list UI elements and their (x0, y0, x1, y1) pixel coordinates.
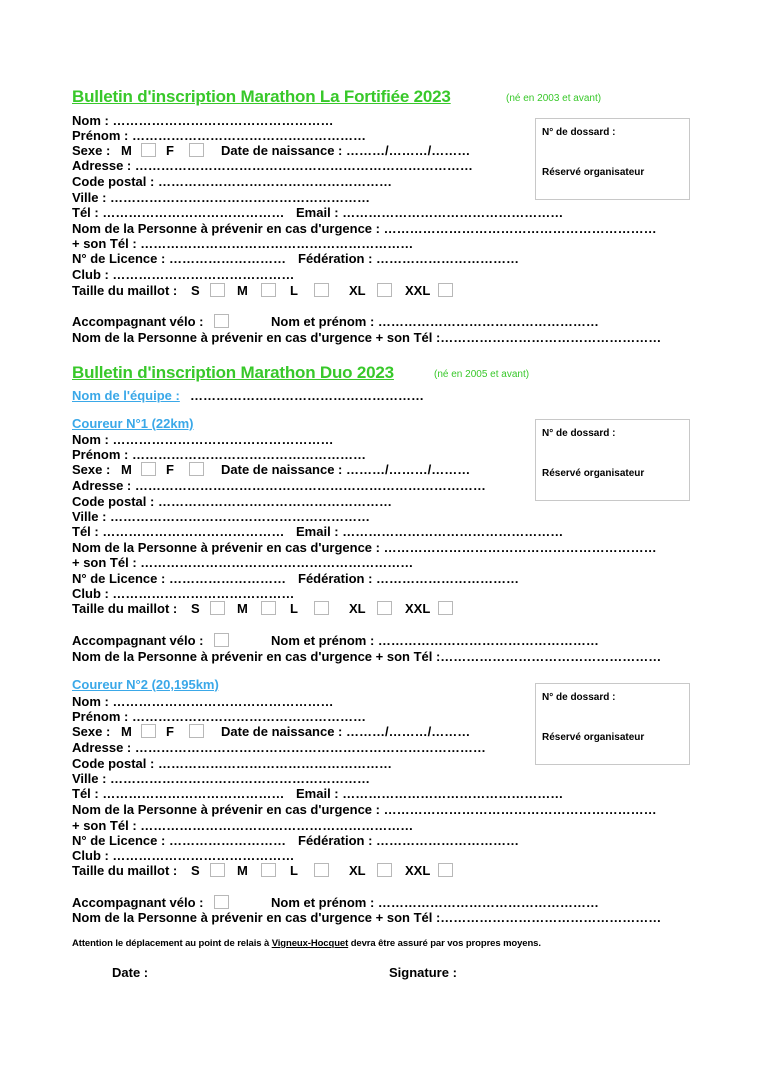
nom-field[interactable]: Nom : …………………………………………… (72, 432, 334, 447)
adresse-field[interactable]: Adresse : ……………………………………………………………………… (72, 478, 486, 493)
size-m-label: M (237, 283, 248, 298)
code-postal-field[interactable]: Code postal : ……………………………………………… (72, 494, 392, 509)
dossard-label: N° de dossard : (542, 692, 616, 703)
size-s-label: S (191, 863, 200, 878)
sexe-m-checkbox[interactable] (141, 143, 156, 157)
velo-nom-prenom-field[interactable]: Nom et prénom : …………………………………………… (271, 633, 599, 648)
equipe-field[interactable]: ……………………………………………… (190, 388, 424, 403)
dossard-box-1 (535, 118, 690, 200)
size-m-checkbox[interactable] (261, 601, 276, 615)
email-field[interactable]: Email : …………………………………………… (296, 205, 564, 220)
tel-field[interactable]: Tél : …………………………………… (72, 205, 285, 220)
size-xxl-label: XXL (405, 863, 431, 878)
nom-field[interactable]: Nom : …………………………………………… (72, 113, 334, 128)
son-tel-field[interactable]: + son Tél : ……………………………………………………… (72, 555, 414, 570)
velo-label: Accompagnant vélo : (72, 314, 204, 329)
size-s-checkbox[interactable] (210, 283, 225, 297)
ville-field[interactable]: Ville : …………………………………………………… (72, 190, 371, 205)
licence-field[interactable]: N° de Licence : ……………………… (72, 571, 286, 586)
size-l-label: L (290, 283, 298, 298)
size-s-checkbox[interactable] (210, 601, 225, 615)
maillot-label: Taille du maillot : (72, 863, 178, 878)
velo-nom-prenom-field[interactable]: Nom et prénom : …………………………………………… (271, 314, 599, 329)
sexe-f-checkbox[interactable] (189, 462, 204, 476)
sexe-f-checkbox[interactable] (189, 143, 204, 157)
velo-label: Accompagnant vélo : (72, 633, 204, 648)
sexe-m-checkbox[interactable] (141, 724, 156, 738)
section2-title: Bulletin d'inscription Marathon Duo 2023 (72, 363, 394, 382)
adresse-field[interactable]: Adresse : …………………………………………………………………… (72, 158, 473, 173)
date-label: Date : (112, 965, 149, 980)
club-field[interactable]: Club : …………………………………… (72, 848, 295, 863)
dossard-label: N° de dossard : (542, 428, 616, 439)
size-s-label: S (191, 283, 200, 298)
son-tel-field[interactable]: + son Tél : ……………………………………………………… (72, 818, 414, 833)
size-xxl-checkbox[interactable] (438, 863, 453, 877)
naissance-field[interactable]: Date de naissance : ………/………/……… (221, 143, 471, 158)
sexe-label: Sexe : (72, 462, 111, 477)
signature-label: Signature : (389, 965, 457, 980)
size-xxl-checkbox[interactable] (438, 283, 453, 297)
section1-note: (né en 2003 et avant) (506, 93, 602, 104)
size-s-checkbox[interactable] (210, 863, 225, 877)
size-xl-label: XL (349, 863, 366, 878)
velo-checkbox[interactable] (214, 895, 229, 909)
sexe-f-label: F (166, 724, 174, 739)
size-xxl-checkbox[interactable] (438, 601, 453, 615)
licence-field[interactable]: N° de Licence : ……………………… (72, 833, 286, 848)
dossard-box-2 (535, 419, 690, 501)
code-postal-field[interactable]: Code postal : ……………………………………………… (72, 756, 392, 771)
sexe-f-checkbox[interactable] (189, 724, 204, 738)
attention-note (72, 938, 541, 949)
urgence-field[interactable]: Nom de la Personne à prévenir en cas d'urgence : ……………………………………………………… (72, 540, 657, 555)
urgence-field[interactable]: Nom de la Personne à prévenir en cas d'urgence : ……………………………………………………… (72, 802, 657, 817)
size-l-checkbox[interactable] (314, 283, 329, 297)
size-xxl-label: XXL (405, 601, 431, 616)
size-s-label: S (191, 601, 200, 616)
velo-label: Accompagnant vélo : (72, 895, 204, 910)
sexe-label: Sexe : (72, 724, 111, 739)
tel-field[interactable]: Tél : …………………………………… (72, 524, 285, 539)
sexe-m-checkbox[interactable] (141, 462, 156, 476)
size-l-label: L (290, 601, 298, 616)
size-xl-label: XL (349, 601, 366, 616)
email-field[interactable]: Email : …………………………………………… (296, 524, 564, 539)
adresse-field[interactable]: Adresse : ……………………………………………………………………… (72, 740, 486, 755)
sexe-label: Sexe : (72, 143, 111, 158)
maillot-label: Taille du maillot : (72, 601, 178, 616)
federation-field[interactable]: Fédération : …………………………… (298, 251, 520, 266)
sexe-m-label: M (121, 462, 132, 477)
coureur2-title: Coureur N°2 (20,195km) (72, 677, 219, 692)
velo-urgence-field[interactable]: Nom de la Personne à prévenir en cas d'urgence + son Tél :…………………………………………… (72, 910, 662, 925)
size-m-label: M (237, 863, 248, 878)
size-l-checkbox[interactable] (314, 601, 329, 615)
size-l-checkbox[interactable] (314, 863, 329, 877)
size-xl-checkbox[interactable] (377, 601, 392, 615)
licence-field[interactable]: N° de Licence : ……………………… (72, 251, 286, 266)
attention-pre: Attention le déplacement au point de relais à (72, 938, 272, 949)
dossard-box-3 (535, 683, 690, 765)
size-m-checkbox[interactable] (261, 863, 276, 877)
sexe-m-label: M (121, 143, 132, 158)
code-postal-field[interactable]: Code postal : ……………………………………………… (72, 174, 392, 189)
ville-field[interactable]: Ville : …………………………………………………… (72, 509, 371, 524)
size-xl-checkbox[interactable] (377, 863, 392, 877)
urgence-field[interactable]: Nom de la Personne à prévenir en cas d'urgence : ……………………………………………………… (72, 221, 657, 236)
size-m-label: M (237, 601, 248, 616)
ville-field[interactable]: Ville : …………………………………………………… (72, 771, 371, 786)
son-tel-field[interactable]: + son Tél : ……………………………………………………… (72, 236, 414, 251)
velo-urgence-field[interactable]: Nom de la Personne à prévenir en cas d'urgence + son Tél :…………………………………………… (72, 649, 662, 664)
section2-note: (né en 2005 et avant) (434, 369, 530, 380)
velo-checkbox[interactable] (214, 633, 229, 647)
attention-place: Vigneux-Hocquet (271, 938, 349, 949)
club-field[interactable]: Club : …………………………………… (72, 586, 295, 601)
email-field[interactable]: Email : …………………………………………… (296, 786, 564, 801)
size-l-label: L (290, 863, 298, 878)
size-xl-label: XL (349, 283, 366, 298)
velo-nom-prenom-field[interactable]: Nom et prénom : …………………………………………… (271, 895, 599, 910)
federation-field[interactable]: Fédération : …………………………… (298, 833, 520, 848)
velo-urgence-field[interactable]: Nom de la Personne à prévenir en cas d'urgence + son Tél :…………………………………………… (72, 330, 662, 345)
section1-title: Bulletin d'inscription Marathon La Fortifiée 2023 (72, 87, 451, 106)
reserve-label: Réservé organisateur (542, 167, 645, 178)
maillot-label: Taille du maillot : (72, 283, 178, 298)
naissance-field[interactable]: Date de naissance : ………/………/……… (221, 462, 471, 477)
velo-checkbox[interactable] (214, 314, 229, 328)
sexe-f-label: F (166, 462, 174, 477)
sexe-f-label: F (166, 143, 174, 158)
size-m-checkbox[interactable] (261, 283, 276, 297)
attention-post: devra être assuré par vos propres moyens. (348, 938, 541, 949)
naissance-field[interactable]: Date de naissance : ………/………/……… (221, 724, 471, 739)
prenom-field[interactable]: Prénom : ……………………………………………… (72, 128, 366, 143)
size-xxl-label: XXL (405, 283, 431, 298)
prenom-field[interactable]: Prénom : ……………………………………………… (72, 709, 366, 724)
club-field[interactable]: Club : …………………………………… (72, 267, 295, 282)
size-xl-checkbox[interactable] (377, 283, 392, 297)
federation-field[interactable]: Fédération : …………………………… (298, 571, 520, 586)
sexe-m-label: M (121, 724, 132, 739)
reserve-label: Réservé organisateur (542, 468, 645, 479)
reserve-label: Réservé organisateur (542, 732, 645, 743)
dossard-label: N° de dossard : (542, 127, 616, 138)
tel-field[interactable]: Tél : …………………………………… (72, 786, 285, 801)
nom-field[interactable]: Nom : …………………………………………… (72, 694, 334, 709)
prenom-field[interactable]: Prénom : ……………………………………………… (72, 447, 366, 462)
coureur1-title: Coureur N°1 (22km) (72, 416, 194, 431)
equipe-label: Nom de l'équipe : (72, 388, 180, 403)
